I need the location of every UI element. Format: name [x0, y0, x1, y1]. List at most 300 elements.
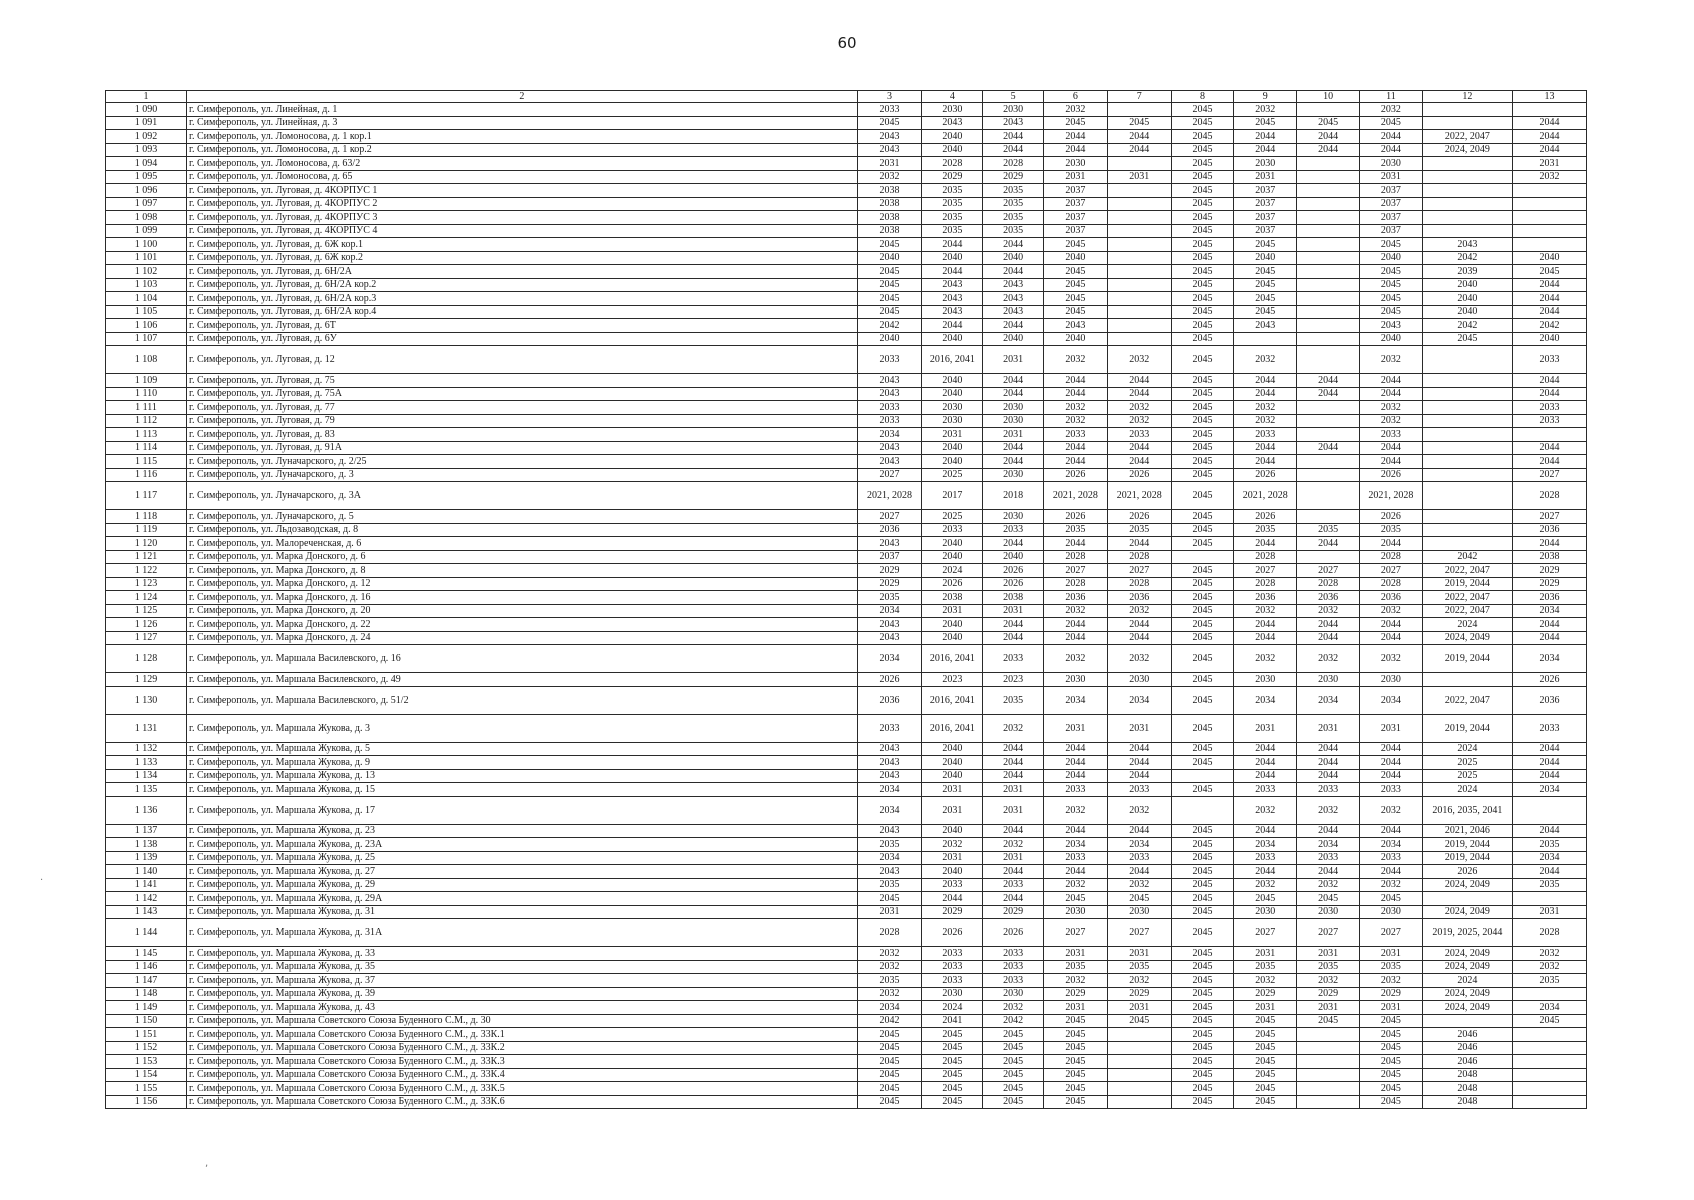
year-cell-col-9: 2045	[1234, 1028, 1297, 1042]
year-cell-col-5: 2029	[983, 170, 1044, 184]
year-cell-col-8: 2045	[1171, 756, 1234, 770]
year-cell-col-9: 2045	[1234, 305, 1297, 319]
row-number-cell: 1 141	[106, 878, 187, 892]
year-cell-col-12: 2024, 2049	[1422, 878, 1512, 892]
year-cell-col-11: 2037	[1360, 197, 1423, 211]
year-cell-col-9: 2032	[1234, 401, 1297, 415]
address-cell: г. Симферополь, ул. Луговая, д. 79	[187, 414, 858, 428]
year-cell-col-9: 2044	[1234, 865, 1297, 879]
year-cell-col-13: 2032	[1512, 947, 1586, 961]
year-cell-col-8: 2045	[1171, 1041, 1234, 1055]
year-cell-col-11: 2045	[1360, 116, 1423, 130]
year-cell-col-9: 2044	[1234, 756, 1297, 770]
row-number-cell: 1 099	[106, 224, 187, 238]
year-cell-col-6: 2037	[1043, 184, 1107, 198]
year-cell-col-11: 2035	[1360, 523, 1423, 537]
year-cell-col-11: 2037	[1360, 211, 1423, 225]
year-cell-col-10: 2027	[1297, 919, 1360, 947]
year-cell-col-6: 2035	[1043, 523, 1107, 537]
year-cell-col-11: 2033	[1360, 851, 1423, 865]
year-cell-col-9: 2044	[1234, 769, 1297, 783]
address-cell: г. Симферополь, ул. Маршала Советского Союза Буденного С.М., д. 33К.6	[187, 1095, 858, 1109]
year-cell-col-4: 2040	[922, 374, 983, 388]
year-cell-col-9: 2026	[1234, 510, 1297, 524]
year-cell-col-6: 2045	[1043, 1028, 1107, 1042]
year-cell-col-5: 2044	[983, 618, 1044, 632]
year-cell-col-13: 2028	[1512, 482, 1586, 510]
year-cell-col-7: 2044	[1107, 756, 1171, 770]
year-cell-col-7: 2032	[1107, 796, 1171, 824]
year-cell-col-7: 2044	[1107, 455, 1171, 469]
row-number-cell: 1 102	[106, 265, 187, 279]
year-cell-col-11: 2035	[1360, 960, 1423, 974]
year-cell-col-8: 2045	[1171, 1095, 1234, 1109]
year-cell-col-3: 2045	[857, 892, 922, 906]
column-header-13: 13	[1512, 91, 1586, 103]
year-cell-col-4: 2026	[922, 919, 983, 947]
year-cell-col-5: 2043	[983, 305, 1044, 319]
year-cell-col-13: 2034	[1512, 851, 1586, 865]
year-cell-col-11: 2032	[1360, 796, 1423, 824]
year-cell-col-12: 2042	[1422, 251, 1512, 265]
year-cell-col-10	[1297, 1068, 1360, 1082]
table-row	[106, 468, 1587, 482]
row-number-cell: 1 120	[106, 537, 187, 551]
table-row	[106, 1055, 1587, 1069]
year-cell-col-8: 2045	[1171, 441, 1234, 455]
year-cell-col-4: 2016, 2041	[922, 686, 983, 714]
address-cell: г. Симферополь, ул. Луговая, д. 12	[187, 346, 858, 374]
year-cell-col-3: 2035	[857, 591, 922, 605]
year-cell-col-9: 2037	[1234, 224, 1297, 238]
year-cell-col-8: 2045	[1171, 238, 1234, 252]
address-cell: г. Симферополь, ул. Луначарского, д. 3А	[187, 482, 858, 510]
row-number-cell: 1 092	[106, 130, 187, 144]
address-cell: г. Симферополь, ул. Маршала Жукова, д. 31А	[187, 919, 858, 947]
year-cell-col-7	[1107, 1028, 1171, 1042]
year-cell-col-5: 2044	[983, 143, 1044, 157]
year-cell-col-4: 2044	[922, 265, 983, 279]
year-cell-col-8: 2045	[1171, 278, 1234, 292]
row-number-cell: 1 143	[106, 905, 187, 919]
year-cell-col-12: 2040	[1422, 278, 1512, 292]
year-cell-col-6: 2031	[1043, 714, 1107, 742]
year-cell-col-12: 2019, 2044	[1422, 645, 1512, 673]
table-row	[106, 211, 1587, 225]
year-cell-col-9: 2045	[1234, 1014, 1297, 1028]
address-cell: г. Симферополь, ул. Ломоносова, д. 1 кор.2	[187, 143, 858, 157]
year-cell-col-9: 2037	[1234, 184, 1297, 198]
year-cell-col-13: 2044	[1512, 292, 1586, 306]
year-cell-col-10	[1297, 468, 1360, 482]
table-row	[106, 756, 1587, 770]
row-number-cell: 1 094	[106, 157, 187, 171]
year-cell-col-8: 2045	[1171, 905, 1234, 919]
row-number-cell: 1 135	[106, 783, 187, 797]
year-cell-col-4: 2040	[922, 455, 983, 469]
row-number-cell: 1 105	[106, 305, 187, 319]
year-cell-col-11: 2043	[1360, 319, 1423, 333]
year-cell-col-12	[1422, 455, 1512, 469]
year-cell-col-10	[1297, 482, 1360, 510]
year-cell-col-6: 2044	[1043, 769, 1107, 783]
row-number-cell: 1 130	[106, 686, 187, 714]
year-cell-col-8: 2045	[1171, 428, 1234, 442]
table-row	[106, 947, 1587, 961]
year-cell-col-7: 2028	[1107, 550, 1171, 564]
year-cell-col-6: 2032	[1043, 878, 1107, 892]
year-cell-col-6: 2040	[1043, 332, 1107, 346]
year-cell-col-10: 2044	[1297, 769, 1360, 783]
table-row	[106, 157, 1587, 171]
address-cell: г. Симферополь, ул. Маршала Жукова, д. 23А	[187, 838, 858, 852]
year-cell-col-7	[1107, 1041, 1171, 1055]
year-cell-col-13: 2044	[1512, 537, 1586, 551]
year-cell-col-9: 2027	[1234, 919, 1297, 947]
year-cell-col-12: 2024	[1422, 783, 1512, 797]
year-cell-col-13: 2036	[1512, 591, 1586, 605]
year-cell-col-11: 2040	[1360, 251, 1423, 265]
year-cell-col-11: 2044	[1360, 387, 1423, 401]
year-cell-col-10: 2033	[1297, 851, 1360, 865]
year-cell-col-12: 2046	[1422, 1028, 1512, 1042]
address-cell: г. Симферополь, ул. Маршала Жукова, д. 37	[187, 974, 858, 988]
year-cell-col-6: 2031	[1043, 1001, 1107, 1015]
year-cell-col-10: 2032	[1297, 974, 1360, 988]
table-row	[106, 604, 1587, 618]
row-number-cell: 1 111	[106, 401, 187, 415]
table-body	[106, 103, 1587, 1109]
year-cell-col-6: 2044	[1043, 130, 1107, 144]
year-cell-col-9: 2031	[1234, 714, 1297, 742]
address-cell: г. Симферополь, ул. Маршала Василевского, д. 51/2	[187, 686, 858, 714]
year-cell-col-12: 2048	[1422, 1068, 1512, 1082]
year-cell-col-10: 2045	[1297, 116, 1360, 130]
year-cell-col-7: 2044	[1107, 374, 1171, 388]
year-cell-col-8	[1171, 769, 1234, 783]
year-cell-col-13: 2034	[1512, 1001, 1586, 1015]
address-cell: г. Симферополь, ул. Луговая, д. 75А	[187, 387, 858, 401]
year-cell-col-9: 2044	[1234, 742, 1297, 756]
year-cell-col-3: 2033	[857, 414, 922, 428]
row-number-cell: 1 113	[106, 428, 187, 442]
year-cell-col-3: 2045	[857, 116, 922, 130]
year-cell-col-10: 2044	[1297, 537, 1360, 551]
address-cell: г. Симферополь, ул. Луговая, д. 6Т	[187, 319, 858, 333]
year-cell-col-4: 2038	[922, 591, 983, 605]
year-cell-col-5: 2044	[983, 455, 1044, 469]
year-cell-col-7: 2033	[1107, 428, 1171, 442]
year-cell-col-4: 2040	[922, 618, 983, 632]
row-number-cell: 1 154	[106, 1068, 187, 1082]
year-cell-col-10	[1297, 224, 1360, 238]
year-cell-col-12: 2022, 2047	[1422, 130, 1512, 144]
row-number-cell: 1 114	[106, 441, 187, 455]
year-cell-col-10: 2044	[1297, 618, 1360, 632]
row-number-cell: 1 156	[106, 1095, 187, 1109]
table-row	[106, 878, 1587, 892]
year-cell-col-3: 2037	[857, 550, 922, 564]
year-cell-col-5: 2031	[983, 796, 1044, 824]
year-cell-col-7: 2021, 2028	[1107, 482, 1171, 510]
year-cell-col-6: 2045	[1043, 1014, 1107, 1028]
year-cell-col-9: 2027	[1234, 564, 1297, 578]
year-cell-col-7: 2044	[1107, 618, 1171, 632]
row-number-cell: 1 139	[106, 851, 187, 865]
year-cell-col-9: 2032	[1234, 414, 1297, 428]
year-cell-col-3: 2045	[857, 238, 922, 252]
address-cell: г. Симферополь, ул. Маршала Советского Союза Буденного С.М., д. 33К.2	[187, 1041, 858, 1055]
year-cell-col-12	[1422, 892, 1512, 906]
year-cell-col-12	[1422, 537, 1512, 551]
year-cell-col-12	[1422, 414, 1512, 428]
year-cell-col-12: 2024, 2049	[1422, 1001, 1512, 1015]
year-cell-col-8: 2045	[1171, 838, 1234, 852]
row-number-cell: 1 131	[106, 714, 187, 742]
year-cell-col-3: 2045	[857, 305, 922, 319]
year-cell-col-10: 2044	[1297, 631, 1360, 645]
year-cell-col-9: 2033	[1234, 428, 1297, 442]
year-cell-col-7: 2044	[1107, 441, 1171, 455]
year-cell-col-9: 2032	[1234, 796, 1297, 824]
year-cell-col-10	[1297, 305, 1360, 319]
year-cell-col-3: 2043	[857, 455, 922, 469]
year-cell-col-12	[1422, 170, 1512, 184]
year-cell-col-12	[1422, 1014, 1512, 1028]
year-cell-col-11: 2044	[1360, 756, 1423, 770]
year-cell-col-11: 2032	[1360, 346, 1423, 374]
year-cell-col-10	[1297, 1082, 1360, 1096]
year-cell-col-5: 2032	[983, 1001, 1044, 1015]
year-cell-col-4: 2040	[922, 130, 983, 144]
year-cell-col-4: 2030	[922, 987, 983, 1001]
year-cell-col-13	[1512, 796, 1586, 824]
column-header-10: 10	[1297, 91, 1360, 103]
address-cell: г. Симферополь, ул. Маршала Жукова, д. 15	[187, 783, 858, 797]
column-header-2: 2	[187, 91, 858, 103]
year-cell-col-6: 2026	[1043, 468, 1107, 482]
year-cell-col-13: 2044	[1512, 374, 1586, 388]
address-cell: г. Симферополь, ул. Ломоносова, д. 1 кор.1	[187, 130, 858, 144]
year-cell-col-5: 2028	[983, 157, 1044, 171]
year-cell-col-12	[1422, 523, 1512, 537]
year-cell-col-6: 2044	[1043, 387, 1107, 401]
year-cell-col-9: 2045	[1234, 292, 1297, 306]
year-cell-col-5: 2044	[983, 265, 1044, 279]
year-cell-col-9: 2031	[1234, 170, 1297, 184]
year-cell-col-3: 2040	[857, 332, 922, 346]
row-number-cell: 1 138	[106, 838, 187, 852]
year-cell-col-10	[1297, 211, 1360, 225]
year-cell-col-10: 2028	[1297, 577, 1360, 591]
year-cell-col-9: 2043	[1234, 319, 1297, 333]
year-cell-col-11: 2032	[1360, 645, 1423, 673]
year-cell-col-8: 2045	[1171, 1028, 1234, 1042]
year-cell-col-13: 2036	[1512, 523, 1586, 537]
year-cell-col-13: 2045	[1512, 265, 1586, 279]
year-cell-col-12	[1422, 346, 1512, 374]
year-cell-col-6: 2044	[1043, 455, 1107, 469]
year-cell-col-3: 2038	[857, 184, 922, 198]
year-cell-col-7: 2026	[1107, 468, 1171, 482]
year-cell-col-5: 2045	[983, 1095, 1044, 1109]
year-cell-col-3: 2043	[857, 742, 922, 756]
row-number-cell: 1 115	[106, 455, 187, 469]
year-cell-col-10: 2044	[1297, 130, 1360, 144]
column-header-11: 11	[1360, 91, 1423, 103]
year-cell-col-7: 2029	[1107, 987, 1171, 1001]
table-row	[106, 824, 1587, 838]
row-number-cell: 1 146	[106, 960, 187, 974]
table-row	[106, 224, 1587, 238]
year-cell-col-5: 2026	[983, 919, 1044, 947]
year-cell-col-12: 2025	[1422, 756, 1512, 770]
year-cell-col-12	[1422, 428, 1512, 442]
row-number-cell: 1 140	[106, 865, 187, 879]
year-cell-col-3: 2036	[857, 523, 922, 537]
year-cell-col-9: 2037	[1234, 197, 1297, 211]
year-cell-col-11: 2044	[1360, 769, 1423, 783]
year-cell-col-10	[1297, 550, 1360, 564]
year-cell-col-13: 2035	[1512, 974, 1586, 988]
year-cell-col-12: 2039	[1422, 265, 1512, 279]
year-cell-col-6: 2037	[1043, 197, 1107, 211]
year-cell-col-12: 2024, 2049	[1422, 960, 1512, 974]
year-cell-col-5: 2040	[983, 332, 1044, 346]
table-row	[106, 550, 1587, 564]
year-cell-col-11: 2045	[1360, 278, 1423, 292]
year-cell-col-4: 2023	[922, 673, 983, 687]
year-cell-col-8: 2045	[1171, 319, 1234, 333]
table-row	[106, 865, 1587, 879]
year-cell-col-8: 2045	[1171, 878, 1234, 892]
year-cell-col-9: 2031	[1234, 947, 1297, 961]
year-cell-col-4: 2041	[922, 1014, 983, 1028]
year-cell-col-3: 2035	[857, 838, 922, 852]
year-cell-col-9: 2029	[1234, 987, 1297, 1001]
year-cell-col-10: 2044	[1297, 824, 1360, 838]
year-cell-col-10	[1297, 157, 1360, 171]
year-cell-col-7	[1107, 197, 1171, 211]
year-cell-col-4: 2040	[922, 143, 983, 157]
year-cell-col-4: 2033	[922, 878, 983, 892]
year-cell-col-5: 2044	[983, 441, 1044, 455]
year-cell-col-4: 2040	[922, 824, 983, 838]
year-cell-col-9: 2045	[1234, 278, 1297, 292]
table-row	[106, 116, 1587, 130]
year-cell-col-10	[1297, 455, 1360, 469]
year-cell-col-8: 2045	[1171, 892, 1234, 906]
year-cell-col-8: 2045	[1171, 824, 1234, 838]
year-cell-col-13: 2034	[1512, 783, 1586, 797]
year-cell-col-3: 2043	[857, 824, 922, 838]
year-cell-col-11: 2032	[1360, 401, 1423, 415]
year-cell-col-5: 2044	[983, 387, 1044, 401]
year-cell-col-7: 2036	[1107, 591, 1171, 605]
year-cell-col-13	[1512, 211, 1586, 225]
year-cell-col-8: 2045	[1171, 374, 1234, 388]
year-cell-col-4: 2031	[922, 428, 983, 442]
year-cell-col-3: 2045	[857, 1028, 922, 1042]
year-cell-col-12: 2024	[1422, 742, 1512, 756]
year-cell-col-4: 2030	[922, 401, 983, 415]
year-cell-col-9: 2035	[1234, 960, 1297, 974]
year-cell-col-4: 2029	[922, 170, 983, 184]
year-cell-col-5: 2026	[983, 564, 1044, 578]
year-cell-col-9: 2031	[1234, 1001, 1297, 1015]
year-cell-col-13: 2027	[1512, 510, 1586, 524]
table-row	[106, 1014, 1587, 1028]
year-cell-col-13	[1512, 184, 1586, 198]
year-cell-col-7: 2045	[1107, 892, 1171, 906]
year-cell-col-12	[1422, 116, 1512, 130]
address-cell: г. Симферополь, ул. Маршала Советского Союза Буденного С.М., д. 30	[187, 1014, 858, 1028]
year-cell-col-11: 2027	[1360, 919, 1423, 947]
row-number-cell: 1 136	[106, 796, 187, 824]
year-cell-col-6: 2044	[1043, 742, 1107, 756]
year-cell-col-13	[1512, 197, 1586, 211]
table-row	[106, 987, 1587, 1001]
year-cell-col-11: 2045	[1360, 238, 1423, 252]
row-number-cell: 1 129	[106, 673, 187, 687]
address-cell: г. Симферополь, ул. Луговая, д. 6Н/2А кор.3	[187, 292, 858, 306]
year-cell-col-5: 2031	[983, 346, 1044, 374]
year-cell-col-7: 2031	[1107, 170, 1171, 184]
year-cell-col-4: 2043	[922, 116, 983, 130]
year-cell-col-5: 2018	[983, 482, 1044, 510]
year-cell-col-4: 2043	[922, 305, 983, 319]
year-cell-col-4: 2035	[922, 224, 983, 238]
year-cell-col-9: 2037	[1234, 211, 1297, 225]
year-cell-col-5: 2035	[983, 197, 1044, 211]
address-cell: г. Симферополь, ул. Луговая, д. 4КОРПУС 3	[187, 211, 858, 225]
year-cell-col-3: 2045	[857, 1041, 922, 1055]
year-cell-col-10	[1297, 1055, 1360, 1069]
table-row	[106, 1082, 1587, 1096]
year-cell-col-4: 2033	[922, 960, 983, 974]
year-cell-col-11: 2029	[1360, 987, 1423, 1001]
year-cell-col-10: 2044	[1297, 374, 1360, 388]
year-cell-col-11: 2036	[1360, 591, 1423, 605]
year-cell-col-4: 2033	[922, 974, 983, 988]
row-number-cell: 1 096	[106, 184, 187, 198]
year-cell-col-11: 2030	[1360, 905, 1423, 919]
address-cell: г. Симферополь, ул. Маршала Жукова, д. 27	[187, 865, 858, 879]
year-cell-col-3: 2032	[857, 987, 922, 1001]
address-cell: г. Симферополь, ул. Луговая, д. 91А	[187, 441, 858, 455]
year-cell-col-13: 2044	[1512, 116, 1586, 130]
year-cell-col-12	[1422, 673, 1512, 687]
year-cell-col-13: 2045	[1512, 1014, 1586, 1028]
year-cell-col-9: 2045	[1234, 1095, 1297, 1109]
year-cell-col-11: 2045	[1360, 1055, 1423, 1069]
year-cell-col-4: 2035	[922, 211, 983, 225]
row-number-cell: 1 091	[106, 116, 187, 130]
year-cell-col-3: 2043	[857, 143, 922, 157]
year-cell-col-8: 2045	[1171, 414, 1234, 428]
row-number-cell: 1 125	[106, 604, 187, 618]
year-cell-col-12	[1422, 387, 1512, 401]
year-cell-col-5: 2044	[983, 374, 1044, 388]
year-cell-col-11: 2045	[1360, 305, 1423, 319]
year-cell-col-4: 2043	[922, 292, 983, 306]
year-cell-col-3: 2043	[857, 618, 922, 632]
year-cell-col-10	[1297, 184, 1360, 198]
year-cell-col-3: 2038	[857, 211, 922, 225]
row-number-cell: 1 116	[106, 468, 187, 482]
year-cell-col-10: 2035	[1297, 960, 1360, 974]
table-row	[106, 618, 1587, 632]
